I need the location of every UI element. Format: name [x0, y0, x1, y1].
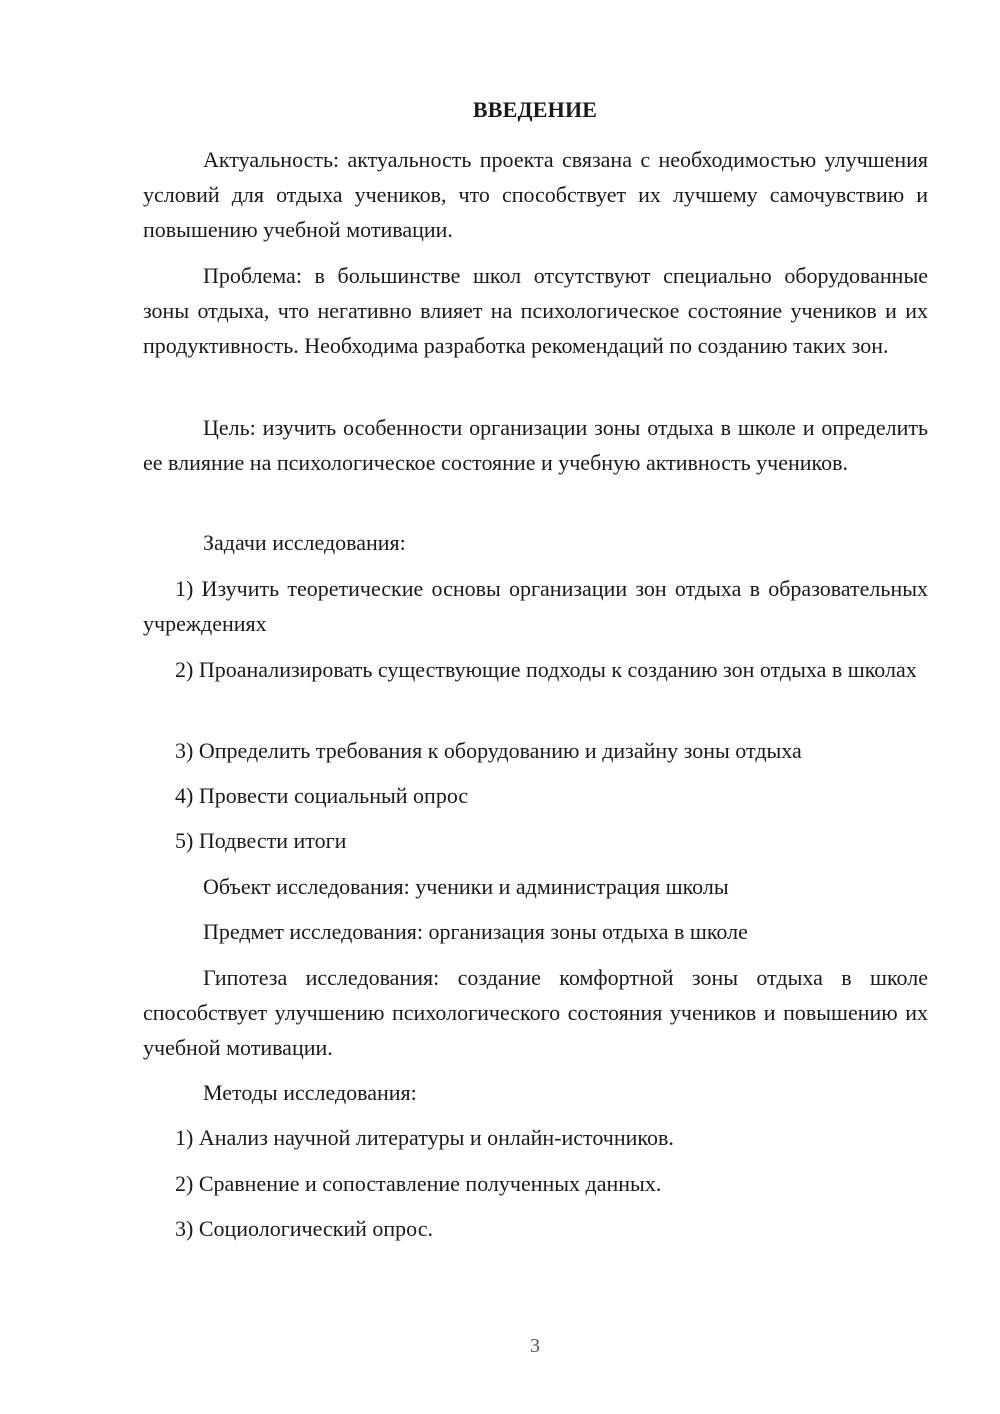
method-item-2	[143, 1166, 928, 1201]
task-item-1	[143, 571, 928, 641]
object-paragraph	[143, 869, 928, 904]
page-number: 3	[530, 1335, 540, 1357]
list-item: 1) Изучить теоретические основы организации зон отдыха в образовательных учреждениях	[143, 576, 928, 636]
goal-text: Цель: изучить особенности организации зоны отдыха в школе и определить ее влияние на психологическое состояние и учебную активность учеников.	[143, 415, 928, 475]
methods-heading: Методы исследования:	[203, 1080, 417, 1105]
hypothesis-text: Гипотеза исследования: создание комфортной зоны отдыха в школе способствует улучшению психологического состояния учеников и повышению их учебной мотивации.	[143, 965, 928, 1060]
relevance-paragraph	[143, 142, 928, 247]
subject-text: Предмет исследования: организация зоны отдыха в школе	[203, 919, 748, 944]
list-item: 2) Проанализировать существующие подходы к созданию зон отдыха в школах	[175, 657, 917, 682]
hypothesis-paragraph	[143, 960, 928, 1065]
method-item-1	[143, 1120, 928, 1155]
list-item: 2) Сравнение и сопоставление полученных данных.	[175, 1171, 662, 1196]
problem-text: Проблема: в большинстве школ отсутствуют специально оборудованные зоны отдыха, что негативно влияет на психологическое состояние учеников и их продуктивность. Необходима разработка рекомендаций по созданию таких зон.	[143, 263, 928, 358]
problem-paragraph	[143, 258, 928, 363]
list-item: 3) Определить требования к оборудованию и дизайну зоны отдыха	[175, 738, 802, 763]
object-text: Объект исследования: ученики и администрация школы	[203, 874, 729, 899]
subject-paragraph	[143, 914, 928, 949]
list-item: 5) Подвести итоги	[175, 828, 347, 853]
relevance-text: Актуальность: актуальность проекта связана с необходимостью улучшения условий для отдыха учеников, что способствует их лучшему самочувствию и повышению учебной мотивации.	[143, 147, 928, 242]
task-item-4	[143, 778, 928, 813]
task-item-3	[143, 733, 928, 768]
list-item: 1) Анализ научной литературы и онлайн-источников.	[175, 1125, 674, 1150]
tasks-heading: Задачи исследования:	[203, 530, 406, 555]
tasks-heading-block	[143, 525, 928, 560]
method-item-3	[143, 1211, 928, 1246]
list-item: 4) Провести социальный опрос	[175, 783, 469, 808]
goal-paragraph	[143, 410, 928, 480]
page-title: ВВЕДЕНИЕ	[472, 97, 598, 122]
methods-heading-block	[143, 1075, 928, 1110]
task-item-2	[143, 652, 928, 687]
list-item: 3) Социологический опрос.	[175, 1216, 433, 1241]
task-item-5	[143, 823, 928, 858]
